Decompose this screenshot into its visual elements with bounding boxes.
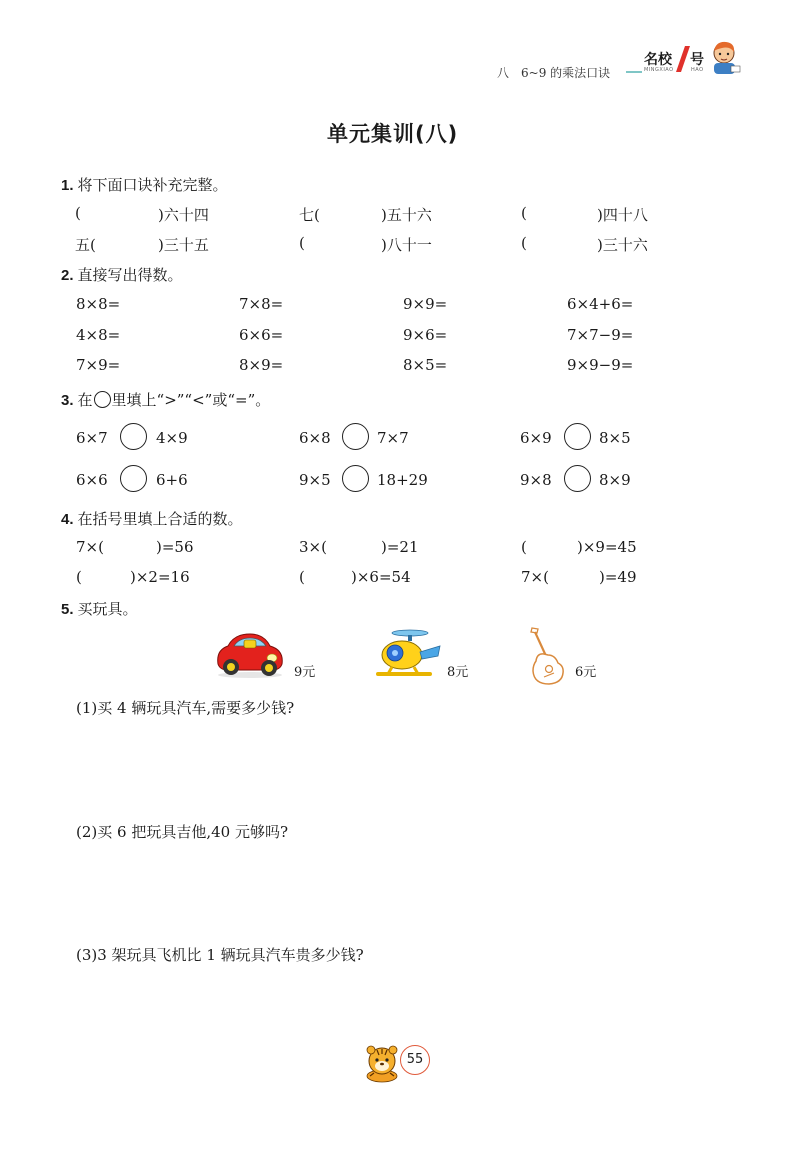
question-1-number: 1. <box>61 177 74 194</box>
q2-expression: 6×6= <box>239 326 284 344</box>
toy-car-price: 9元 <box>294 665 316 680</box>
q4-r2-c3-left: 7×( <box>521 568 549 586</box>
q1-r2-c3-close: )三十六 <box>597 236 648 254</box>
toy-guitar-icon <box>524 626 570 688</box>
q1-r1-c3-open: ( <box>521 204 527 222</box>
q1-r2-c3-open: ( <box>521 234 527 252</box>
q4-r1-c2-left: 3×( <box>299 538 327 556</box>
toy-guitar-price: 6元 <box>575 665 597 680</box>
q3-compare-circle[interactable] <box>120 465 147 492</box>
q3-compare-circle[interactable] <box>342 465 369 492</box>
q2-expression: 6×4+6= <box>567 295 634 313</box>
brand-name-1: 名校 <box>644 52 672 68</box>
q3-right-expression: 4×9 <box>156 429 188 447</box>
q2-expression: 8×9= <box>239 356 284 374</box>
q1-r2-c2-open: ( <box>299 234 305 252</box>
q5-sub-question-1: (1)买 4 辆玩具汽车,需要多少钱? <box>76 699 295 717</box>
q4-r2-c3-right: )=49 <box>599 568 637 586</box>
q3-right-expression: 7×7 <box>377 429 409 447</box>
q3-left-expression: 6×7 <box>76 429 108 447</box>
q1-r2-c1-open: 五( <box>75 236 96 254</box>
q3-compare-circle[interactable] <box>120 423 147 450</box>
q4-r1-c3-right: )×9=45 <box>577 538 637 556</box>
q1-r2-c2-close: )八十一 <box>381 236 432 254</box>
brand-sub-2: HAO <box>691 67 704 73</box>
q4-r1-c2-right: )=21 <box>381 538 419 556</box>
q1-r1-c2-close: )五十六 <box>381 206 432 224</box>
q4-r2-c1-left: ( <box>76 568 82 586</box>
question-5-text: 买玩具。 <box>77 600 138 618</box>
header-rule <box>626 71 642 73</box>
q3-right-expression: 8×9 <box>599 471 631 489</box>
question-4-number: 4. <box>61 511 74 528</box>
q2-expression: 7×7−9= <box>567 326 634 344</box>
question-2-text: 直接写出得数。 <box>77 266 183 284</box>
q3-right-expression: 18+29 <box>377 471 428 489</box>
q1-r1-c2-open: 七( <box>299 206 320 224</box>
q1-r1-c1-close: )六十四 <box>158 206 209 224</box>
page-number: 55 <box>400 1045 430 1075</box>
q2-expression: 8×5= <box>403 356 448 374</box>
q3-compare-circle[interactable] <box>342 423 369 450</box>
page-title: 单元集训(八) <box>327 122 459 146</box>
question-4-title <box>61 508 243 529</box>
brand-sub-1: MINGXIAO <box>644 67 674 73</box>
q2-expression: 8×8= <box>76 295 121 313</box>
header-topic: 6~9 的乘法口诀 <box>521 66 611 80</box>
q3-left-expression: 9×8 <box>520 471 552 489</box>
toy-car-icon <box>212 628 288 680</box>
q5-sub-question-3: (3)3 架玩具飞机比 1 辆玩具汽车贵多少钱? <box>76 946 364 964</box>
q4-r1-c1-left: 7×( <box>76 538 104 556</box>
q4-r2-c2-right: )×6=54 <box>351 568 411 586</box>
q4-r2-c2-left: ( <box>299 568 305 586</box>
question-3-text-b: 里填上“>”“<”或“=”。 <box>111 391 271 409</box>
question-1-title <box>61 174 228 195</box>
question-4-text: 在括号里填上合适的数。 <box>77 510 243 528</box>
q2-expression: 4×8= <box>76 326 121 344</box>
question-3-number: 3. <box>61 392 74 409</box>
question-3-text-a: 在 <box>77 391 93 409</box>
question-1-text: 将下面口诀补充完整。 <box>77 176 228 194</box>
q3-left-expression: 6×6 <box>76 471 108 489</box>
circle-icon <box>94 391 111 408</box>
q2-expression: 7×8= <box>239 295 284 313</box>
q2-expression: 9×9= <box>403 295 448 313</box>
question-2-number: 2. <box>61 267 74 284</box>
q3-compare-circle[interactable] <box>564 423 591 450</box>
header-chapter: 八 <box>497 66 510 80</box>
toy-plane-price: 8元 <box>447 665 469 680</box>
question-3-title <box>61 389 270 410</box>
q3-compare-circle[interactable] <box>564 465 591 492</box>
q3-left-expression: 6×9 <box>520 429 552 447</box>
q5-sub-question-2: (2)买 6 把玩具吉他,40 元够吗? <box>76 823 288 841</box>
q3-left-expression: 9×5 <box>299 471 331 489</box>
q1-r2-c1-close: )三十五 <box>158 236 209 254</box>
question-5-title <box>61 598 138 619</box>
tiger-mascot-icon <box>362 1043 402 1083</box>
q3-right-expression: 8×5 <box>599 429 631 447</box>
q1-r1-c1-open: ( <box>75 204 81 222</box>
q3-left-expression: 6×8 <box>299 429 331 447</box>
q2-expression: 9×6= <box>403 326 448 344</box>
q1-r1-c3-close: )四十八 <box>597 206 648 224</box>
toy-plane-icon <box>370 628 442 684</box>
q3-right-expression: 6+6 <box>156 471 188 489</box>
q4-r1-c1-right: )=56 <box>156 538 194 556</box>
question-5-number: 5. <box>61 601 74 618</box>
brand-name-2: 号 <box>690 52 704 68</box>
brand-slash-icon <box>676 46 690 72</box>
student-mascot-icon <box>708 40 742 76</box>
q4-r1-c3-left: ( <box>521 538 527 556</box>
question-2-title <box>61 264 183 285</box>
q2-expression: 9×9−9= <box>567 356 634 374</box>
q4-r2-c1-right: )×2=16 <box>130 568 190 586</box>
q2-expression: 7×9= <box>76 356 121 374</box>
